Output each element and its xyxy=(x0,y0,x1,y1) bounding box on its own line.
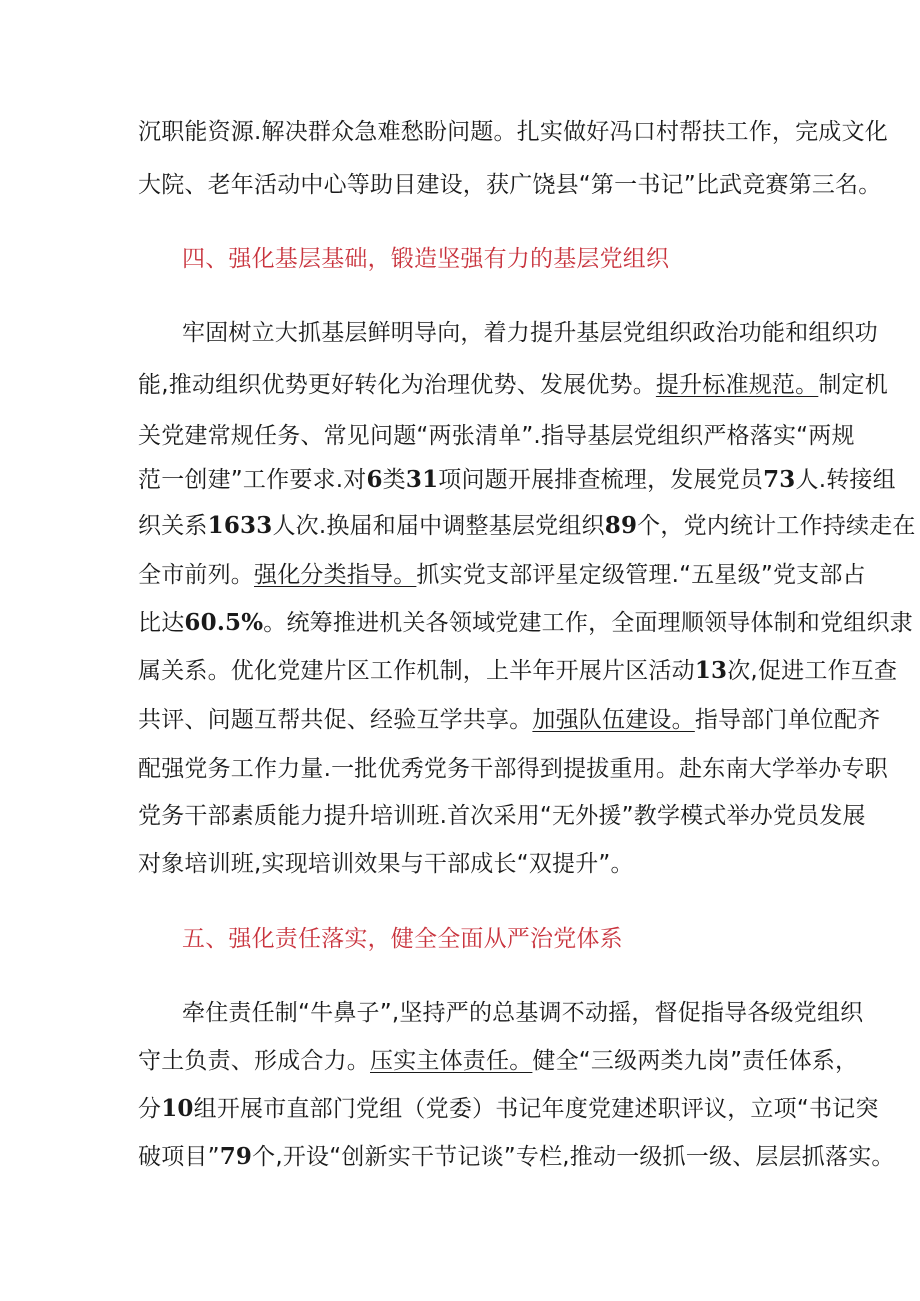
paragraph-line: 配强党务工作力量.一批优秀党务干部得到提拔重用。赴东南大学举办专职 xyxy=(138,756,888,782)
text-run: 破项目” xyxy=(138,1144,220,1170)
underlined-subheading: 提升标准规范。 xyxy=(655,372,819,398)
text-run: 人次.换届和届中调整基层党组织 xyxy=(272,513,605,539)
text-run: 分 xyxy=(138,1096,162,1122)
text-run: 抓实党支部评星定级管理.“五星级”党支部占 xyxy=(416,562,866,588)
number: 79 xyxy=(219,1143,253,1170)
paragraph-line xyxy=(138,1046,858,1076)
paragraph-line xyxy=(138,705,880,735)
text-run: 能,推动组织优势更好转化为治理优势、发展优势。 xyxy=(138,372,656,398)
text-run: 人.转接组 xyxy=(795,467,896,493)
text-run: 制定机 xyxy=(818,372,888,398)
text-run: 指导部门单位配齐 xyxy=(694,707,881,733)
paragraph-line xyxy=(138,1094,879,1124)
paragraph-line: 党务干部素质能力提升培训班.首次采用“无外援”教学模式举办党员发展 xyxy=(138,803,866,829)
text-run: 。统筹推进机关各领域党建工作，全面理顺领导体制和党组织隶 xyxy=(263,610,913,636)
paragraph-line: 牢固树立大抓基层鲜明导向，着力提升基层党组织政治功能和组织功 xyxy=(182,320,878,346)
paragraph-line: 大院、老年活动中心等助目建设，获广饶县“第一书记”比武竞赛第三名。 xyxy=(138,172,882,198)
number: 89 xyxy=(604,512,638,539)
number: 1633 xyxy=(207,512,273,539)
paragraph-line xyxy=(138,1142,895,1172)
underlined-subheading: 加强队伍建设。 xyxy=(532,707,695,733)
text-run: 属关系。优化党建片区工作机制，上半年开展片区活动 xyxy=(138,658,695,684)
paragraph-line xyxy=(138,656,897,686)
section-heading-5: 五、强化责任落实，健全全面从严治党体系 xyxy=(182,926,623,952)
number: 60.5% xyxy=(184,609,264,636)
paragraph-line: 关党建常规任务、常见问题“两张清单”.指导基层党组织严格落实“两规 xyxy=(138,423,855,449)
text-run: 次,促进工作互查 xyxy=(727,658,898,684)
text-run: 类 xyxy=(382,467,406,493)
text-run: 范一创建”工作要求.对 xyxy=(138,467,367,493)
text-run: 全市前列。 xyxy=(138,562,254,588)
text-run: 个,开设“创新实干节记谈”专栏,推动一级抓一级、层层抓落实。 xyxy=(252,1144,895,1170)
text-run: 健全“三级两类九岗”责任体系， xyxy=(532,1048,859,1074)
number: 6 xyxy=(366,466,383,493)
paragraph-line xyxy=(138,465,896,495)
text-run: 守土负责、形成合力。 xyxy=(138,1048,370,1074)
text-run: 共评、问题互帮共促、经验互学共享。 xyxy=(138,707,533,733)
number: 73 xyxy=(763,466,796,493)
underlined-subheading: 强化分类指导。 xyxy=(254,562,417,588)
text-run: 织关系 xyxy=(138,513,208,539)
section-heading-4: 四、强化基层基础，锻造坚强有力的基层党组织 xyxy=(182,246,670,272)
text-run: 个，党内统计工作持续走在 xyxy=(637,513,916,539)
underlined-subheading: 压实主体责任。 xyxy=(370,1048,533,1074)
paragraph-line xyxy=(138,560,866,590)
number: 31 xyxy=(405,466,439,493)
number: 13 xyxy=(694,657,728,684)
number: 10 xyxy=(161,1095,194,1122)
text-run: 组开展市直部门党组（党委）书记年度党建述职评议，立项“书记突 xyxy=(193,1096,879,1122)
paragraph-line: 沉职能资源.解决群众急难愁盼问题。扎实做好冯口村帮扶工作，完成文化 xyxy=(138,119,888,145)
paragraph-line xyxy=(138,370,888,400)
text-run: 比达 xyxy=(138,610,185,636)
paragraph-line xyxy=(138,608,913,638)
text-run: 项问题开展排查梳理，发展党员 xyxy=(438,467,764,493)
paragraph-line: 牵住责任制“牛鼻子”,坚持严的总基调不动摇，督促指导各级党组织 xyxy=(182,1000,864,1026)
paragraph-line: 对象培训班,实现培训效果与干部成长“双提升”。 xyxy=(138,851,634,877)
paragraph-line xyxy=(138,511,916,541)
